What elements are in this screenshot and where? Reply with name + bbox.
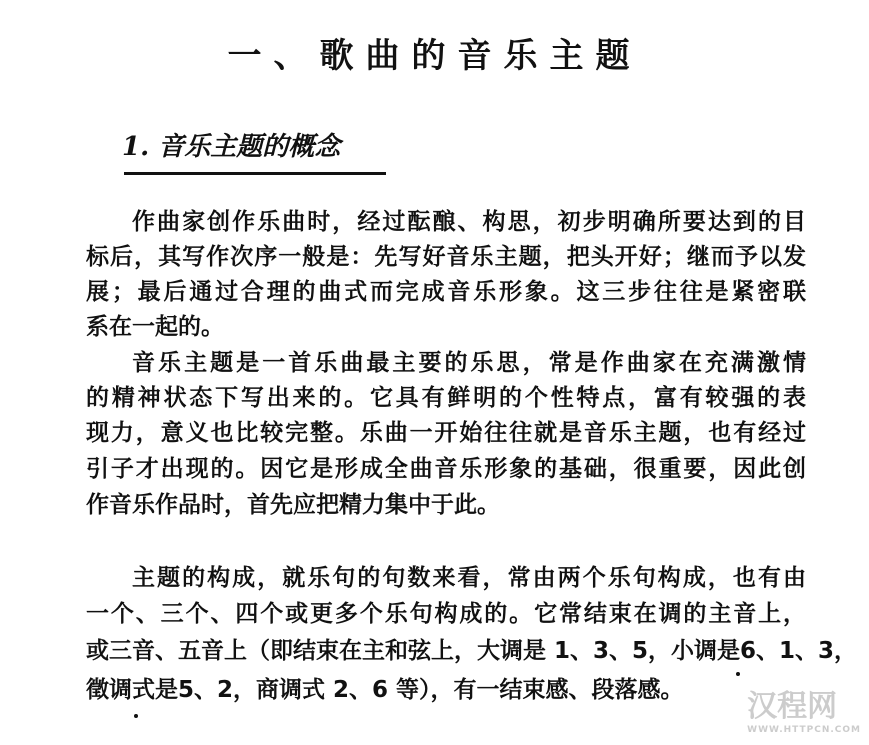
text-line: 系在一起的。 — [86, 314, 224, 340]
watermark-url: WWW.HTTPCN.COM — [747, 725, 861, 735]
text-line: 现力，意义也比较完整。乐曲一开始往往就是音乐主题，也有经过 — [86, 420, 806, 446]
chapter-title: 一、歌曲的音乐主题 — [227, 36, 642, 76]
heading-underline — [124, 172, 386, 175]
text-line: 一个、三个、四个或更多个乐句构成的。它常结束在调的主音上， — [86, 601, 806, 627]
text-line: 作音乐作品时，首先应把精力集中于此。 — [86, 492, 500, 518]
text-line: 引子才出现的。因它是形成全曲音乐形象的基础，很重要，因此创 — [86, 456, 806, 482]
text-line: 展；最后通过合理的曲式而完成音乐形象。这三步往往是紧密联 — [86, 279, 806, 305]
low-octave-dot — [134, 714, 138, 718]
text-line: 徵调式是5、2，商调式 2、6 等），有一结束感、段落感。 — [86, 677, 684, 703]
text-line: 的精神状态下写出来的。它具有鲜明的个性特点，富有较强的表 — [86, 385, 806, 411]
text-line: 或三音、五音上（即结束在主和弦上，大调是 1、3、5，小调是6、1、3， — [86, 638, 858, 664]
text-line: 标后，其写作次序一般是：先写好音乐主题，把头开好；继而予以发 — [86, 244, 806, 270]
text-line: 作曲家创作乐曲时，经过酝酿、构思，初步明确所要达到的目 — [132, 209, 806, 235]
watermark — [747, 681, 861, 735]
section-heading: 1. 音乐主题的概念 — [122, 132, 341, 162]
text-line: 主题的构成，就乐句的句数来看，常由两个乐句构成，也有由 — [132, 565, 806, 591]
watermark-text: 汉程网 — [747, 689, 838, 724]
text-line: 音乐主题是一首乐曲最主要的乐思，常是作曲家在充满激情 — [132, 350, 806, 376]
low-octave-dot — [736, 672, 740, 676]
